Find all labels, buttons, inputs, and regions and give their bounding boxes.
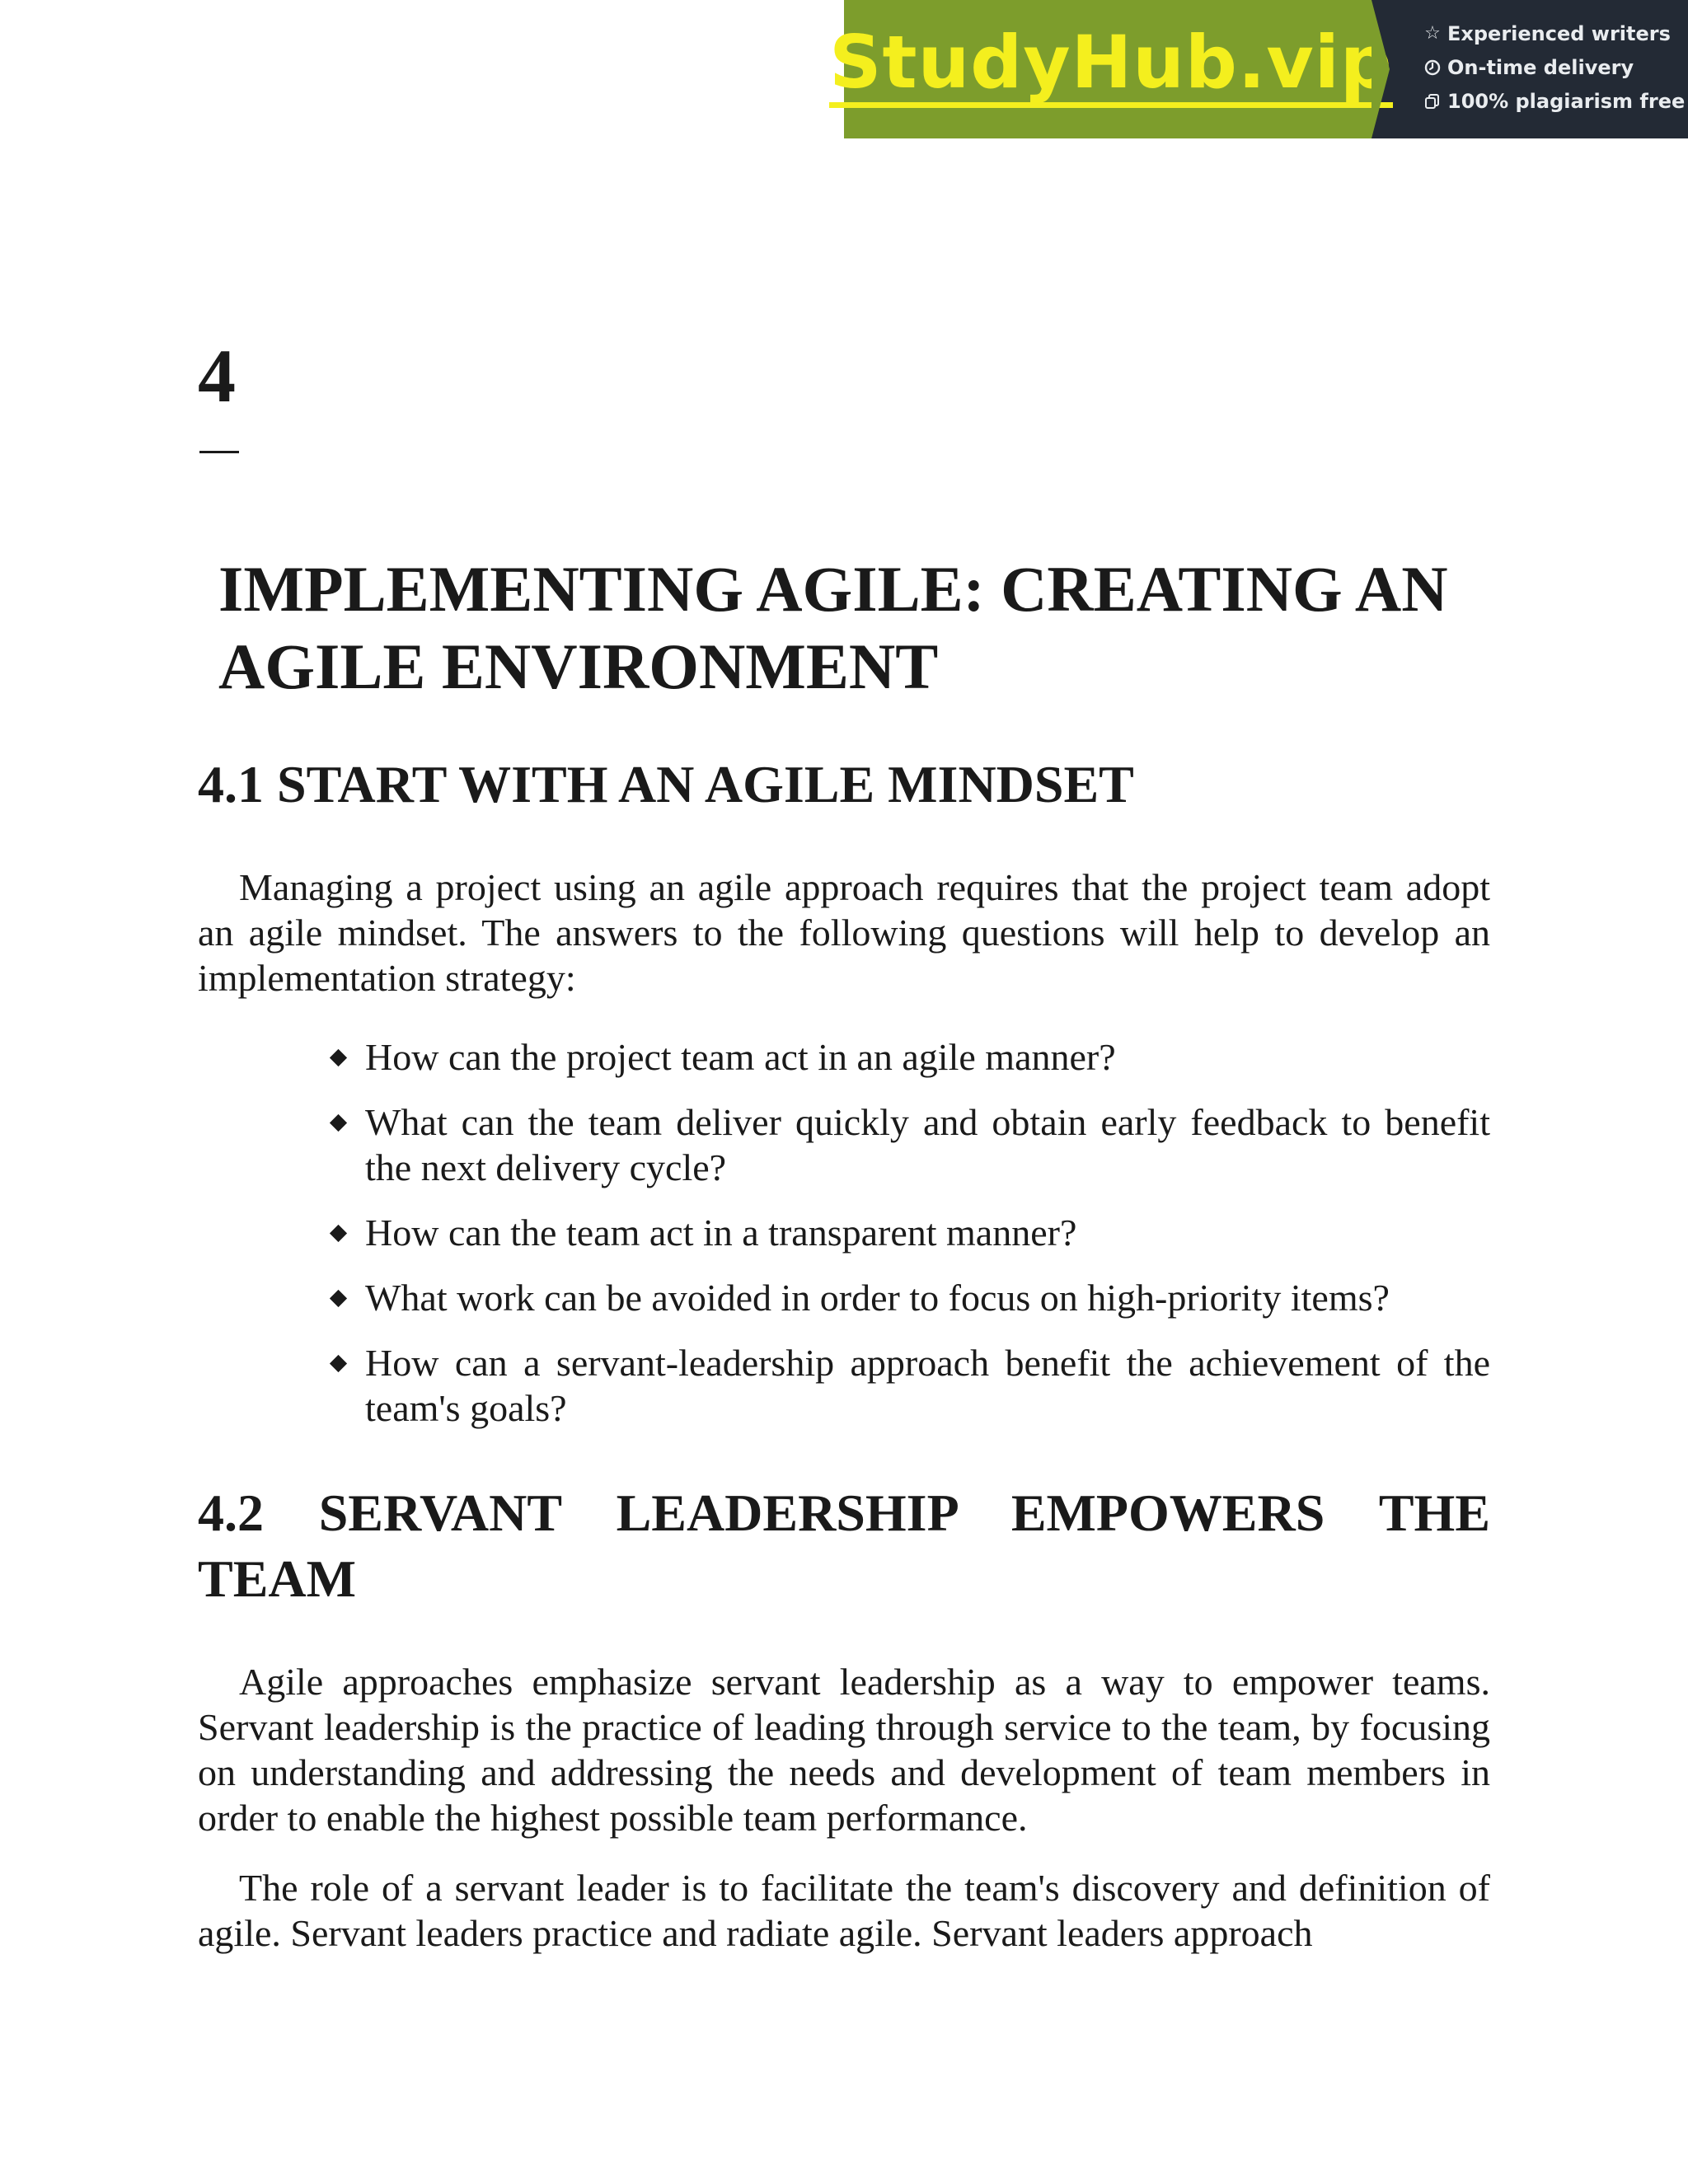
- section-4-1-paragraph: Managing a project using an agile approach requires that the project team adopt an agile mindset. The answers to the following questions will help to develop an implementation strategy:: [198, 866, 1490, 999]
- feature-on-time-delivery: [1423, 57, 1688, 78]
- brand-panel: [829, 0, 1393, 138]
- feature-label: Experienced writers: [1447, 22, 1671, 45]
- section-heading-4-1: 4.1 START WITH AN AGILE MINDSET: [198, 755, 1134, 813]
- diamond-bullet-icon: [330, 1225, 347, 1242]
- clock-icon: [1423, 57, 1442, 78]
- section-heading-4-2: 4.2 SERVANT LEADERSHIP EMPOWERS THE TEAM: [198, 1483, 1490, 1608]
- list-item: How can a servant-leadership approach benefit the achievement of the team's goals?: [330, 1340, 1490, 1431]
- copy-icon: [1423, 91, 1442, 112]
- feature-label: On-time delivery: [1447, 56, 1634, 79]
- feature-experienced-writers: [1423, 23, 1688, 45]
- chapter-divider: [199, 451, 239, 453]
- list-item: How can the project team act in an agile manner?: [330, 1034, 1490, 1080]
- diamond-bullet-icon: [330, 1114, 347, 1132]
- section-4-2-paragraph-2: The role of a servant leader is to facilitate the team's discovery and definition of agile. Servant leaders practice and radiate agile. Servant leaders approach: [198, 1867, 1490, 1954]
- section-4-2-paragraph-1: Agile approaches emphasize servant leadership as a way to empower teams. Servant leadership is the practice of leading through service to the team, by focusing on understanding and addressing the needs and development of team members in order to enable the highest possible team performance.: [198, 1661, 1490, 1839]
- diamond-bullet-icon: [330, 1049, 347, 1066]
- star-icon: ☆: [1424, 23, 1441, 44]
- feature-list: [1372, 0, 1688, 138]
- list-item: How can the team act in a transparent manner?: [330, 1210, 1490, 1255]
- chapter-title: IMPLEMENTING AGILE: CREATING AN AGILE ENVIRONMENT: [218, 553, 1448, 702]
- studyhub-banner[interactable]: [829, 0, 1688, 138]
- agile-mindset-question-list: [330, 1034, 1490, 1451]
- banner-arrow-notch: [1372, 0, 1390, 138]
- diamond-bullet-icon: [330, 1355, 347, 1372]
- feature-label: 100% plagiarism free: [1447, 90, 1686, 113]
- list-item: What work can be avoided in order to focus on high-priority items?: [330, 1275, 1490, 1320]
- chapter-number: 4: [198, 334, 236, 418]
- studyhub-logo[interactable]: StudyHub.vip: [829, 26, 1393, 108]
- diamond-bullet-icon: [330, 1290, 347, 1307]
- feature-plagiarism-free: [1423, 91, 1688, 112]
- list-item: What can the team deliver quickly and obtain early feedback to benefit the next delivery cycle?: [330, 1099, 1490, 1190]
